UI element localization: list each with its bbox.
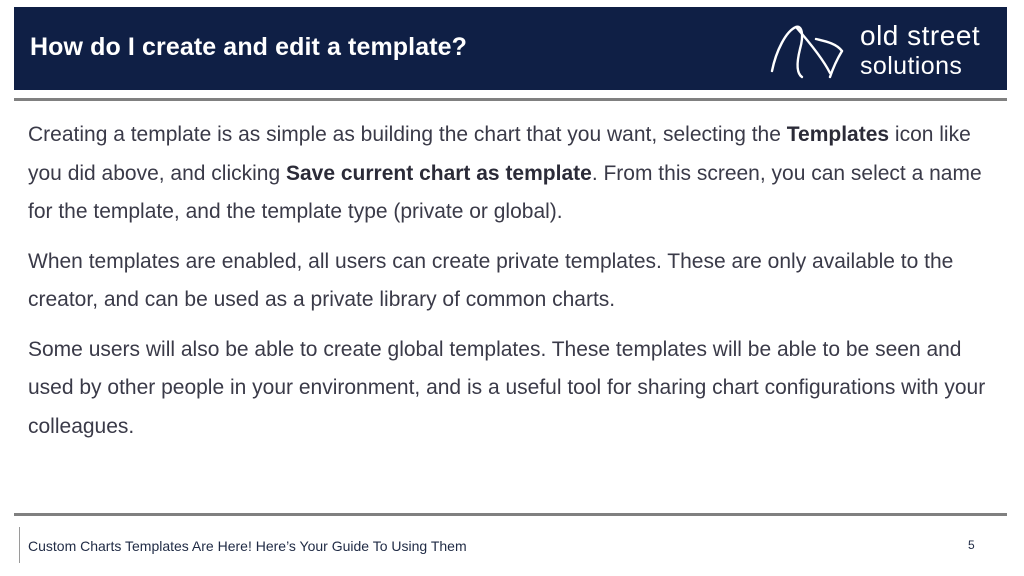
paragraph-global-templates: Some users will also be able to create global templates. These templates will be able to be seen and used by other people in your environment, and is a useful tool for sharing chart configurations with your colleagues. bbox=[28, 337, 986, 438]
paragraph-creating-template bbox=[28, 116, 1003, 232]
body-content bbox=[28, 116, 1003, 457]
footer-title: Custom Charts Templates Are Here! Here’s Your Guide To Using Them bbox=[28, 538, 467, 554]
para1-text-3: . From this screen, you can select a name for the template, and the template type (private or global). bbox=[28, 161, 982, 223]
footer-divider bbox=[14, 513, 1007, 516]
page-number: 5 bbox=[968, 538, 975, 552]
paragraph-private-templates: When templates are enabled, all users can create private templates. These are only available to the creator, and can be used as a private library of common charts. bbox=[28, 249, 954, 311]
logo-text-line2: solutions bbox=[860, 52, 963, 80]
company-logo bbox=[766, 17, 1006, 81]
para1-text-2: icon like you did above, and clicking bbox=[28, 123, 971, 185]
header-banner bbox=[14, 7, 1007, 90]
header-divider bbox=[14, 98, 1007, 101]
para1-text-1: Creating a template is as simple as building the chart that you want, selecting the bbox=[28, 123, 787, 146]
page-title: How do I create and edit a template? bbox=[30, 33, 468, 61]
footer-vertical-divider bbox=[19, 527, 20, 563]
templates-bold-term: Templates bbox=[786, 123, 890, 146]
logo-mark-icon bbox=[766, 21, 846, 83]
logo-text-line1: old street bbox=[860, 20, 981, 51]
save-template-bold-term: Save current chart as template bbox=[286, 161, 592, 185]
